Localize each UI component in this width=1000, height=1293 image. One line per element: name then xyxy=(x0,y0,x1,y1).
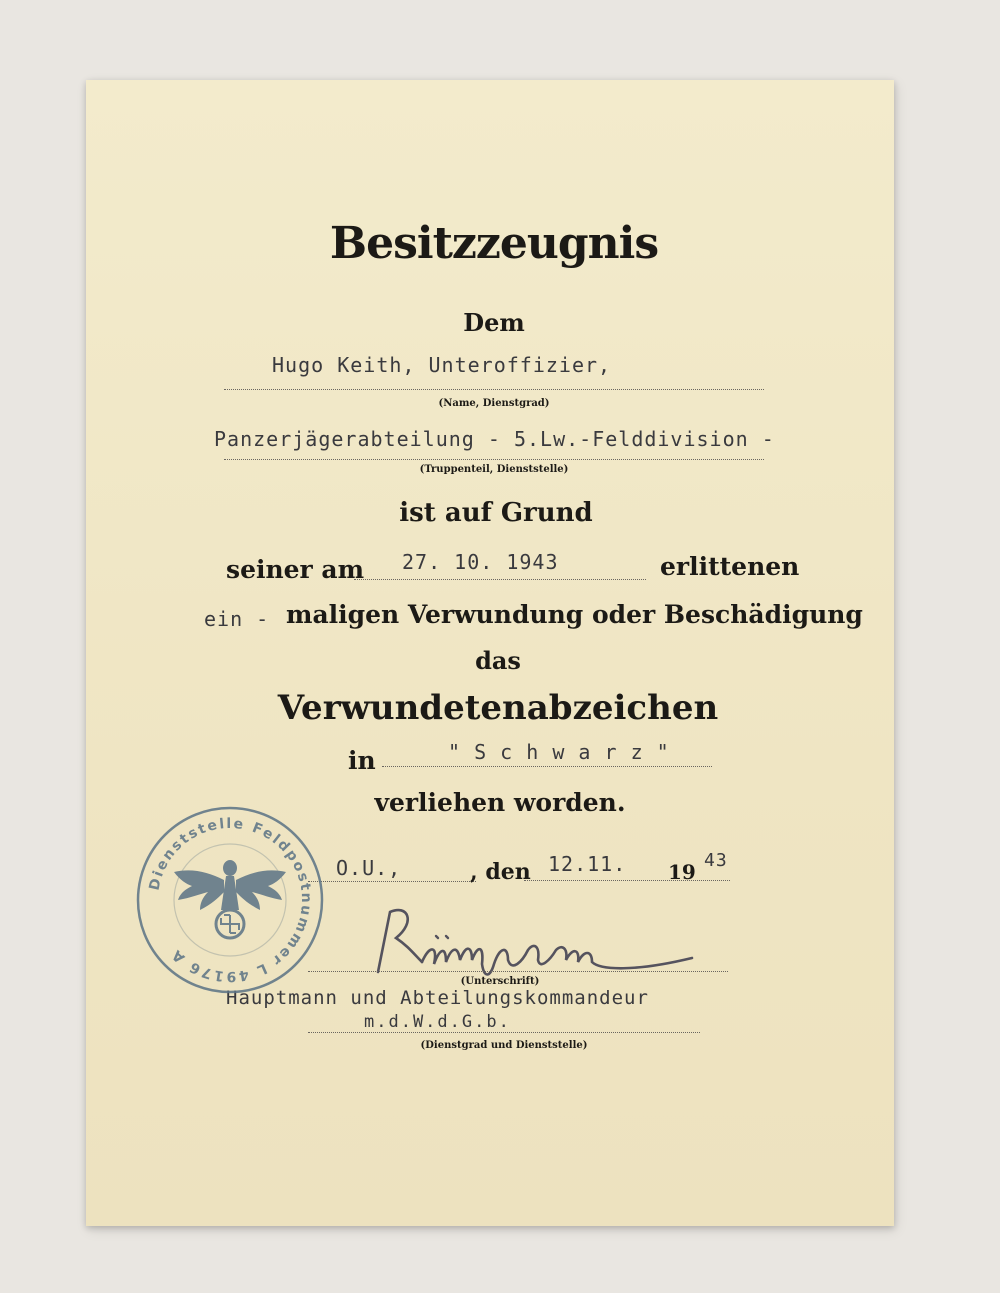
unit-value: Panzerjägerabteilung - 5.Lw.-Felddivision - xyxy=(214,427,775,451)
wound-date-line xyxy=(354,579,646,580)
ist-auf-grund-label: ist auf Grund xyxy=(399,498,593,528)
signer-rank-value: Hauptmann und Abteilungskommandeur xyxy=(226,987,649,1009)
wound-date-value: 27. 10. 1943 xyxy=(402,550,559,574)
award-name: Verwundetenabzeichen xyxy=(277,688,719,728)
den-label: , den xyxy=(470,859,531,885)
issue-date-line xyxy=(524,880,730,881)
grade-line xyxy=(382,766,712,767)
in-label: in xyxy=(348,746,376,775)
year-suffix-value: 43 xyxy=(704,850,728,871)
unit-caption: (Truppenteil, Dienststelle) xyxy=(419,464,569,475)
place-line xyxy=(308,881,476,882)
maligen-label: maligen Verwundung oder Beschädigung xyxy=(286,600,863,629)
erlittenen-label: erlittenen xyxy=(660,552,800,581)
rank-line xyxy=(308,1032,700,1033)
certificate-document xyxy=(86,80,894,1226)
issue-date-value: 12.11. xyxy=(548,852,627,876)
times-value: ein - xyxy=(204,607,270,631)
name-caption: (Name, Dienstgrad) xyxy=(438,398,550,409)
name-rank-value: Hugo Keith, Unteroffizier, xyxy=(272,353,612,377)
signer-note-value: m.d.W.d.G.b. xyxy=(364,1012,511,1032)
seiner-am-label: seiner am xyxy=(226,555,365,584)
signature-line xyxy=(308,971,728,972)
signature-caption: (Unterschrift) xyxy=(460,976,540,987)
handwritten-signature xyxy=(372,898,716,982)
year-prefix: 19 xyxy=(668,860,696,884)
grade-value: " S c h w a r z " xyxy=(448,740,670,764)
stamp-ring-text: Dienststelle Feldpostnummer L 49176 A xyxy=(146,815,315,985)
unit-line xyxy=(224,459,764,460)
das-label: das xyxy=(475,646,521,675)
official-stamp xyxy=(132,802,328,998)
rank-caption: (Dienstgrad und Dienststelle) xyxy=(420,1040,588,1051)
eagle-emblem-icon xyxy=(174,860,286,938)
verliehen-label: verliehen worden. xyxy=(374,788,626,817)
document-title: Besitzzeugnis xyxy=(329,218,659,269)
place-value: O.U., xyxy=(336,856,402,880)
dem-label: Dem xyxy=(463,308,525,337)
name-line xyxy=(224,389,764,390)
